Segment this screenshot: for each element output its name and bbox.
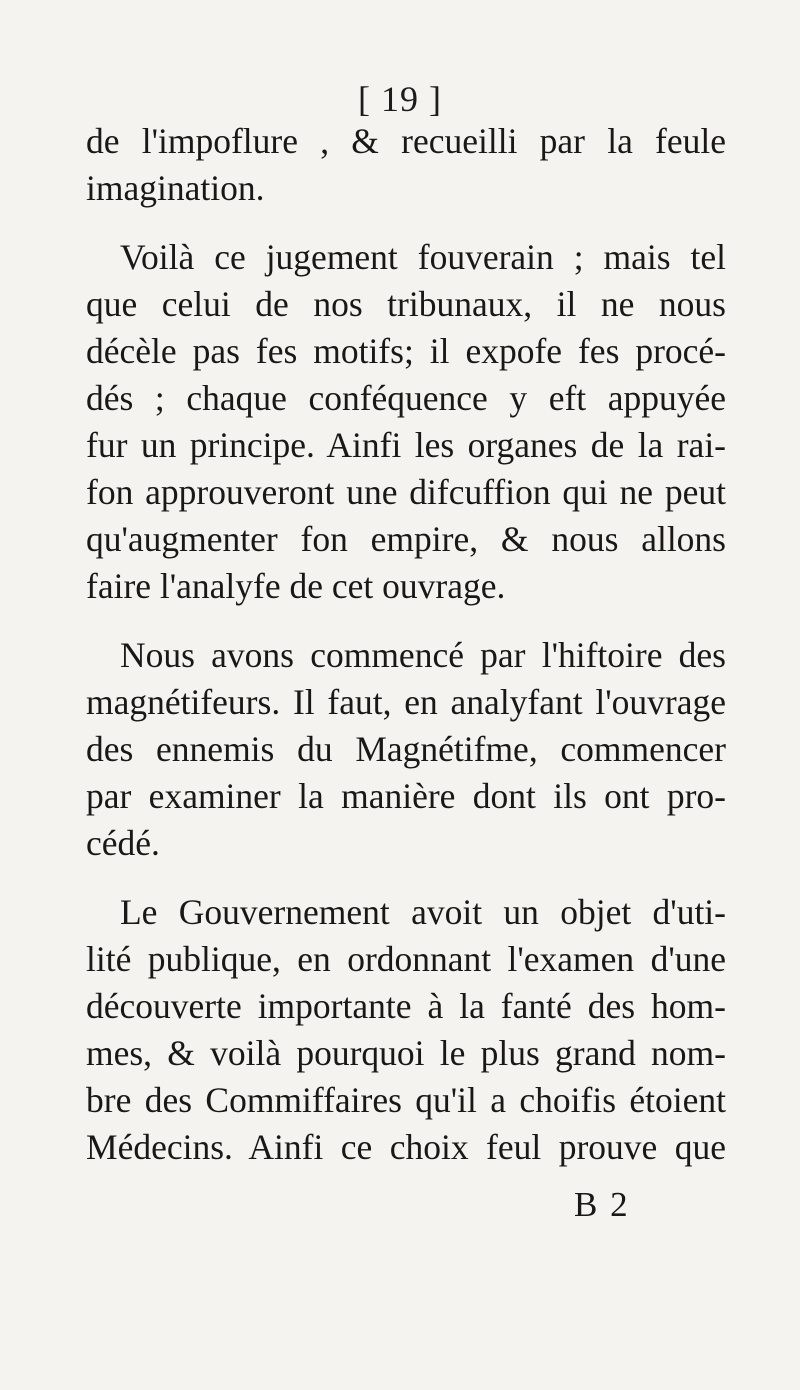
- text-line: lité publique, en ordonnant l'examen d'une: [86, 939, 726, 979]
- text-line: par examiner la manière dont ils ont pro-: [86, 776, 726, 816]
- body-text: [86, 118, 726, 1171]
- text-line: de l'impoflure , & recueilli par la feule: [86, 121, 726, 161]
- page-number: [ 19 ]: [358, 79, 442, 119]
- text-line: cédé.: [86, 823, 160, 863]
- text-line: mes, & voilà pourquoi le plus grand nom-: [86, 1033, 726, 1073]
- text-line: fur un principe. Ainfi les organes de la rai-: [86, 425, 726, 465]
- text-line: que celui de nos tribunaux, il ne nous: [86, 284, 726, 324]
- text-line: bre des Commiffaires qu'il a choifis étoient: [86, 1080, 726, 1120]
- paragraph-4: [86, 889, 726, 1171]
- text-line: qu'augmenter fon empire, & nous allons: [86, 519, 726, 559]
- text-line: magnétifeurs. Il faut, en analyfant l'ouvrage: [86, 682, 726, 722]
- text-line: des ennemis du Magnétifme, commencer: [86, 729, 726, 769]
- text-line: Médecins. Ainfi ce choix feul prouve que: [86, 1127, 726, 1167]
- text-line: Nous avons commencé par l'hiftoire des: [120, 635, 726, 675]
- text-line: décèle pas fes motifs; il expofe fes procé-: [86, 331, 726, 371]
- signature-mark: B 2: [574, 1185, 630, 1224]
- text-line: dés ; chaque conféquence y eft appuyée: [86, 378, 726, 418]
- text-line: faire l'analyfe de cet ouvrage.: [86, 566, 506, 606]
- paragraph-1: [86, 118, 726, 212]
- paragraph-2: [86, 234, 726, 610]
- text-line: imagination.: [86, 168, 265, 208]
- text-line: découverte importante à la fanté des hom-: [86, 986, 726, 1026]
- text-line: Le Gouvernement avoit un objet d'uti-: [120, 892, 726, 932]
- text-line: Voilà ce jugement fouverain ; mais tel: [120, 237, 726, 277]
- text-line: fon approuveront une difcuffion qui ne peut: [86, 472, 726, 512]
- paragraph-3: [86, 632, 726, 867]
